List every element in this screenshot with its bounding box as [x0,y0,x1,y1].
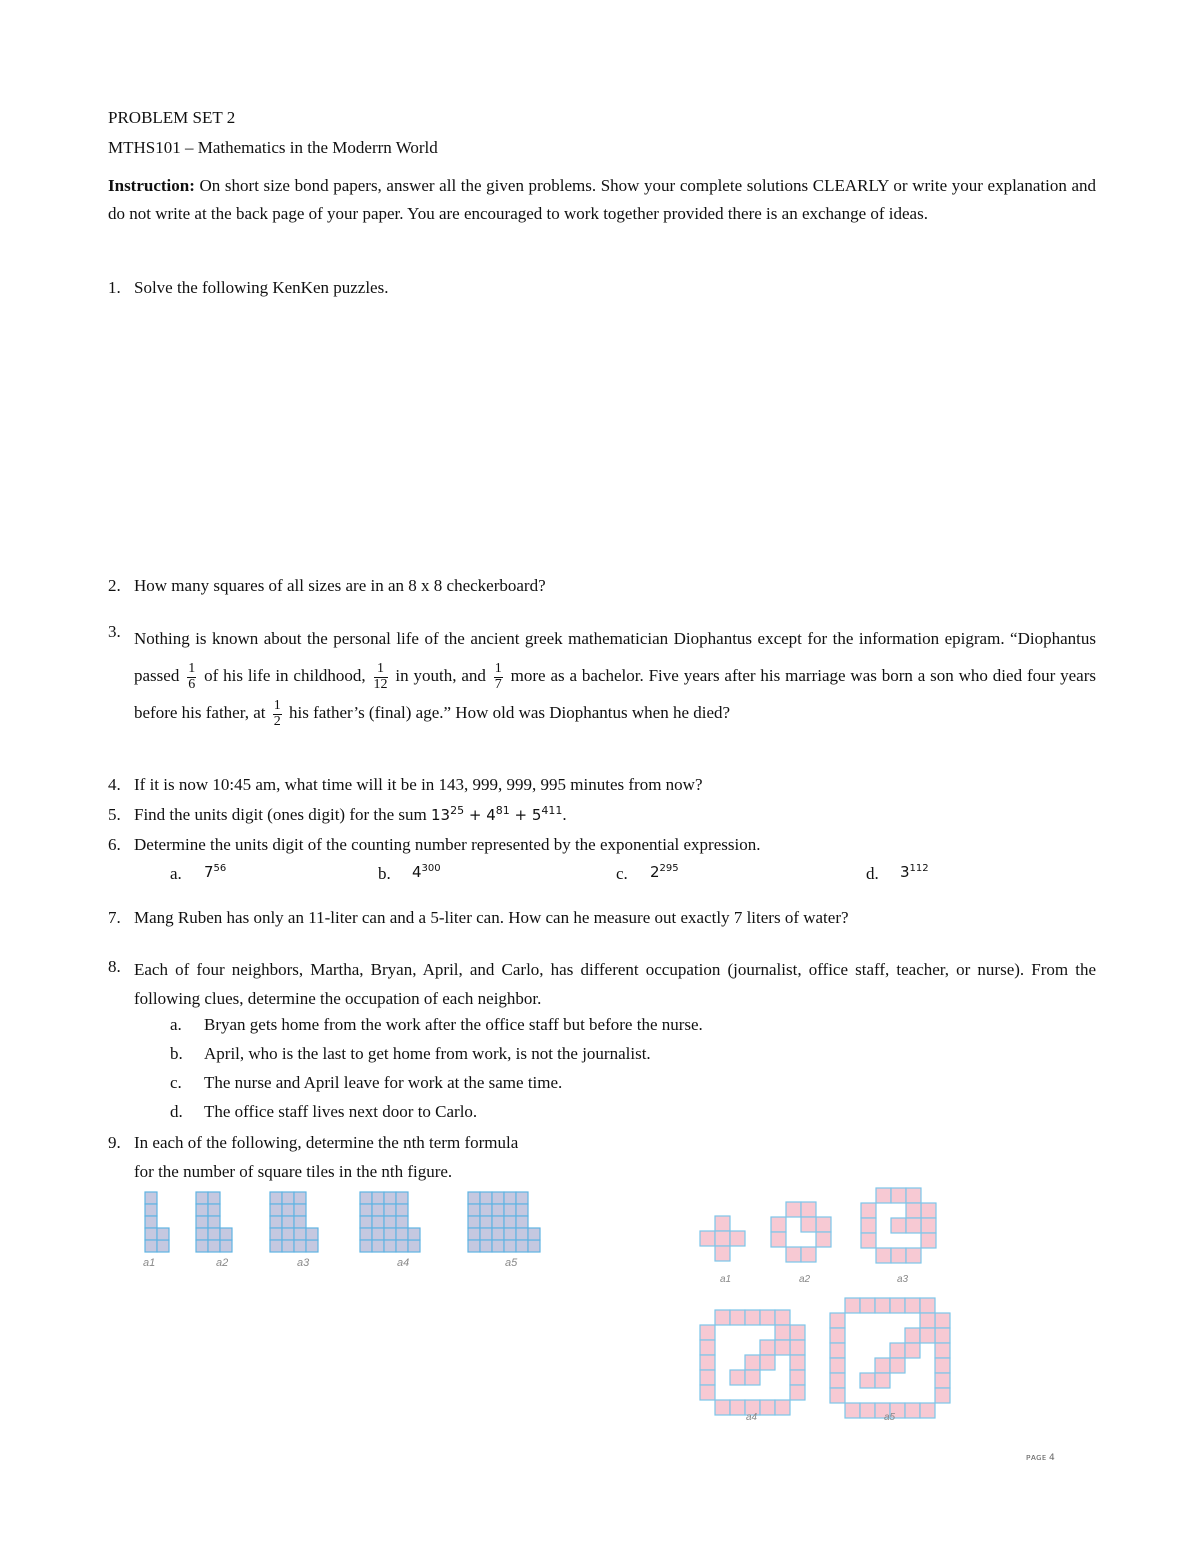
problem-text [134,620,1096,731]
square-tile [760,1400,775,1415]
page-title: PROBLEM SET 2 [108,108,236,127]
square-tile [830,1388,845,1403]
part-label: b. [378,864,391,883]
square-tile [715,1400,730,1415]
square-tile [700,1355,715,1370]
square-tile [715,1231,730,1246]
square-tile [208,1228,220,1240]
part-b [378,862,391,886]
square-tile [220,1240,232,1252]
kenken-puzzles [0,300,1200,560]
square-tile [935,1343,950,1358]
figure-label: a4 [397,1257,410,1269]
problem-text-part: in youth, and [390,666,491,685]
square-tile [745,1310,760,1325]
square-tile [492,1240,504,1252]
power-base: 5 [531,806,542,824]
problem-number: 1. [108,278,121,297]
square-tile [270,1204,282,1216]
square-tile [528,1228,540,1240]
fraction-numerator: 1 [273,697,281,713]
square-tile [700,1231,715,1246]
fraction-numerator: 1 [494,660,502,676]
square-tile [157,1240,169,1252]
figure-label: a3 [297,1257,310,1269]
square-tile [504,1228,516,1240]
square-tile [504,1216,516,1228]
square-tile [830,1358,845,1373]
square-tile [845,1403,860,1418]
problem-number: 4. [108,775,121,794]
problem-text: How many squares of all sizes are in an 8 x 8 checkerboard? [134,576,546,595]
square-tile [860,1373,875,1388]
square-tile [208,1240,220,1252]
square-tile [294,1216,306,1228]
power-exponent: 300 [421,863,441,874]
square-tile [845,1298,860,1313]
square-tile [830,1343,845,1358]
pink-tile-figures [700,1188,950,1418]
square-tile [270,1216,282,1228]
square-tile [816,1232,831,1247]
blue-tile-figures [145,1192,540,1252]
square-tile [745,1355,760,1370]
power-base: 13 [431,806,451,824]
clue-label: d. [170,1102,183,1121]
square-tile [730,1400,745,1415]
figure-label: a1 [720,1274,732,1285]
part-label: c. [616,864,628,883]
power-exponent: 411 [541,804,563,817]
square-tile [935,1373,950,1388]
problem-text-part: more as a bachelor. Five years after his marriage was born a son who died four years before his father, at [134,666,1097,722]
square-tile [830,1313,845,1328]
problem-text-part: . [562,805,567,824]
power-exponent: 112 [909,863,929,874]
square-tile [905,1403,920,1418]
square-tile [921,1203,936,1218]
square-tile [270,1228,282,1240]
square-tile [876,1248,891,1263]
square-tile [715,1216,730,1231]
square-tile [294,1192,306,1204]
square-tile [220,1228,232,1240]
problem-text-line-1: In each of the following, determine the nth term formula [134,1133,519,1152]
square-tile [730,1231,745,1246]
square-tile [906,1203,921,1218]
square-tile [145,1216,157,1228]
square-tile [891,1218,906,1233]
power-base: 4 [486,806,496,824]
square-tile [396,1216,408,1228]
square-tile [396,1204,408,1216]
square-tile [760,1310,775,1325]
clue-text: April, who is the last to get home from work, is not the journalist. [204,1044,651,1063]
square-tile [196,1228,208,1240]
power-exponent: 295 [659,863,679,874]
square-tile [480,1192,492,1204]
square-tile [715,1310,730,1325]
square-tile [516,1240,528,1252]
problem-number: 6. [108,835,121,854]
clue-label: c. [170,1073,182,1092]
square-tile [921,1233,936,1248]
square-tile [480,1204,492,1216]
square-tile [906,1218,921,1233]
square-tile [830,1328,845,1343]
figure-label: a1 [143,1257,156,1269]
square-tile [861,1218,876,1233]
instruction-text: On short size bond papers, answer all the given problems. Show your complete solutions CLEARLY or write your explanation and do not write at the back page of your paper. You are encouraged to work together provided there is an exchange of ideas. [108,176,1096,223]
problem-number: 5. [108,805,121,824]
square-tile [905,1328,920,1343]
problem-text-part: Nothing is known about the personal life of the ancient greek mathematician Diophantus except for the information epigram. “Diophantus passed [134,629,1096,685]
square-tile [516,1204,528,1216]
square-tile [208,1204,220,1216]
square-tile [282,1192,294,1204]
square-tile [372,1204,384,1216]
power-base: 4 [412,863,422,881]
figure-label: a4 [746,1412,758,1423]
fraction [273,699,282,729]
square-tile [920,1313,935,1328]
square-tile [360,1192,372,1204]
square-tile [372,1240,384,1252]
square-tile [745,1370,760,1385]
clue-text: Bryan gets home from the work after the office staff but before the nurse. [204,1015,703,1034]
square-tile [775,1310,790,1325]
square-tile [396,1228,408,1240]
square-tile [492,1192,504,1204]
square-tile [196,1216,208,1228]
square-tile [282,1204,294,1216]
problem-text: Determine the units digit of the counting number represented by the exponential expression. [134,835,761,854]
square-tile [480,1240,492,1252]
part-label: d. [866,864,879,883]
square-tile [528,1240,540,1252]
clue-label: a. [170,1015,182,1034]
square-tile [861,1203,876,1218]
square-tile [468,1204,480,1216]
part-d [866,862,879,886]
page-number: ᴘᴀɢᴇ 4 [1026,1453,1055,1463]
square-tile [790,1370,805,1385]
square-tile [771,1232,786,1247]
square-tile [504,1240,516,1252]
power-base: 7 [204,863,214,881]
problem-text-part: Find the units digit (ones digit) for the sum [134,805,432,824]
problem-text: If it is now 10:45 am, what time will it be in 143, 999, 999, 995 minutes from now? [134,775,703,794]
square-tile [935,1328,950,1343]
square-tile [861,1233,876,1248]
figure-label: a2 [799,1274,811,1285]
square-tile [145,1228,157,1240]
square-tile [384,1216,396,1228]
square-tile [760,1355,775,1370]
square-tile [816,1217,831,1232]
square-tile [920,1298,935,1313]
problem-text-line-2: for the number of square tiles in the nth figure. [134,1162,453,1181]
square-tile [504,1204,516,1216]
square-tile [890,1298,905,1313]
square-tile [468,1216,480,1228]
figure-label: a2 [216,1257,229,1269]
problem-number: 7. [108,908,121,927]
square-tile [384,1240,396,1252]
expression-a [204,862,226,883]
square-tile [920,1328,935,1343]
square-tile [730,1370,745,1385]
square-tile [282,1240,294,1252]
expression-c [650,862,679,883]
square-tile [372,1216,384,1228]
fraction-numerator: 1 [374,662,388,678]
power-base: 2 [650,863,660,881]
problem-number: 3. [108,622,121,641]
square-tile [890,1343,905,1358]
square-tile [875,1373,890,1388]
square-tile [145,1240,157,1252]
square-tile [384,1228,396,1240]
clue-label: b. [170,1044,183,1063]
part-c [616,862,628,886]
problem-text: Each of four neighbors, Martha, Bryan, April, and Carlo, has different occupation (journalist, office staff, teacher, or nurse). From the following clues, determine the occupation of each neighbor. [134,960,1096,1008]
square-tile [891,1248,906,1263]
square-tile [196,1204,208,1216]
square-tile [480,1216,492,1228]
square-tile [771,1217,786,1232]
square-tile [372,1228,384,1240]
square-tile [516,1228,528,1240]
square-tile [775,1340,790,1355]
square-tile [145,1204,157,1216]
square-tile [294,1240,306,1252]
expression-b [412,862,441,883]
square-tile [360,1240,372,1252]
square-tile [516,1216,528,1228]
square-tile [492,1204,504,1216]
plus-sign: + [509,806,532,824]
course-title: MTHS101 – Mathematics in the Moderrn World [108,138,438,157]
fraction-numerator: 1 [188,660,196,676]
square-tile [504,1192,516,1204]
square-tile [372,1192,384,1204]
square-tile [145,1192,157,1204]
fraction-denominator: 7 [494,676,502,692]
square-tile [208,1216,220,1228]
square-tile [700,1325,715,1340]
square-tile [157,1228,169,1240]
square-tile [935,1313,950,1328]
square-tile [208,1192,220,1204]
square-tile [700,1385,715,1400]
square-tile [360,1204,372,1216]
square-tile [270,1192,282,1204]
problem-number: 9. [108,1133,121,1152]
square-tile [801,1247,816,1262]
square-tile [875,1298,890,1313]
square-tile [860,1298,875,1313]
square-tile [890,1358,905,1373]
fraction-denominator: 12 [373,676,388,692]
power-base: 3 [900,863,910,881]
fraction-denominator: 6 [188,676,196,692]
expression-d [900,862,929,883]
square-tile [860,1403,875,1418]
instruction-label: Instruction: [108,176,195,195]
square-tile [396,1240,408,1252]
square-tile [384,1204,396,1216]
square-tile [282,1216,294,1228]
square-tile [790,1325,805,1340]
square-tile [360,1228,372,1240]
instruction-paragraph [108,172,1096,228]
square-tile [700,1340,715,1355]
square-tile [196,1192,208,1204]
square-tile [875,1358,890,1373]
square-tile [730,1310,745,1325]
square-tile [906,1248,921,1263]
square-tile [920,1403,935,1418]
square-tile [876,1188,891,1203]
square-tile [306,1228,318,1240]
square-tile [906,1188,921,1203]
figure-label: a5 [505,1257,518,1269]
square-tile [775,1400,790,1415]
problem-text [134,803,1096,827]
square-tile [468,1192,480,1204]
square-tile [830,1373,845,1388]
plus-sign: + [464,806,487,824]
clue-text: The nurse and April leave for work at the same time. [204,1073,563,1092]
figure-label: a3 [897,1274,909,1285]
fraction-denominator: 2 [273,713,281,729]
part-label: a. [170,864,182,883]
tile-figures [0,1180,1200,1440]
problem-number: 8. [108,957,121,976]
fraction [374,662,388,692]
square-tile [801,1202,816,1217]
square-tile [715,1246,730,1261]
square-tile [384,1192,396,1204]
square-tile [935,1388,950,1403]
power-exponent: 81 [495,804,510,817]
square-tile [468,1228,480,1240]
square-tile [196,1240,208,1252]
power-exponent: 25 [450,804,465,817]
figure-label: a5 [884,1412,896,1423]
square-tile [468,1240,480,1252]
square-tile [786,1247,801,1262]
square-tile [396,1192,408,1204]
square-tile [790,1355,805,1370]
square-tile [935,1358,950,1373]
square-tile [700,1370,715,1385]
problem-text: Mang Ruben has only an 11-liter can and a 5-liter can. How can he measure out exactly 7 liters of water? [134,908,849,927]
square-tile [270,1240,282,1252]
square-tile [408,1240,420,1252]
square-tile [480,1228,492,1240]
square-tile [775,1325,790,1340]
square-tile [905,1343,920,1358]
square-tile [294,1228,306,1240]
square-tile [790,1340,805,1355]
square-tile [786,1202,801,1217]
square-tile [921,1218,936,1233]
square-tile [408,1228,420,1240]
problem-text-part: his father’s (final) age.” How old was Diophantus when he died? [284,703,731,722]
square-tile [790,1385,805,1400]
square-tile [516,1192,528,1204]
square-tile [492,1228,504,1240]
square-tile [360,1216,372,1228]
square-tile [891,1188,906,1203]
square-tile [294,1204,306,1216]
square-tile [492,1216,504,1228]
square-tile [760,1340,775,1355]
fraction [187,662,196,692]
square-tile [801,1217,816,1232]
square-tile [306,1240,318,1252]
square-tile [282,1228,294,1240]
problem-number: 2. [108,576,121,595]
square-tile [905,1298,920,1313]
problem-text: Solve the following KenKen puzzles. [134,278,389,297]
clue-text: The office staff lives next door to Carlo. [204,1102,478,1121]
fraction [494,662,503,692]
problem-text-part: of his life in childhood, [199,666,371,685]
part-a [170,862,182,886]
power-exponent: 56 [213,863,227,874]
